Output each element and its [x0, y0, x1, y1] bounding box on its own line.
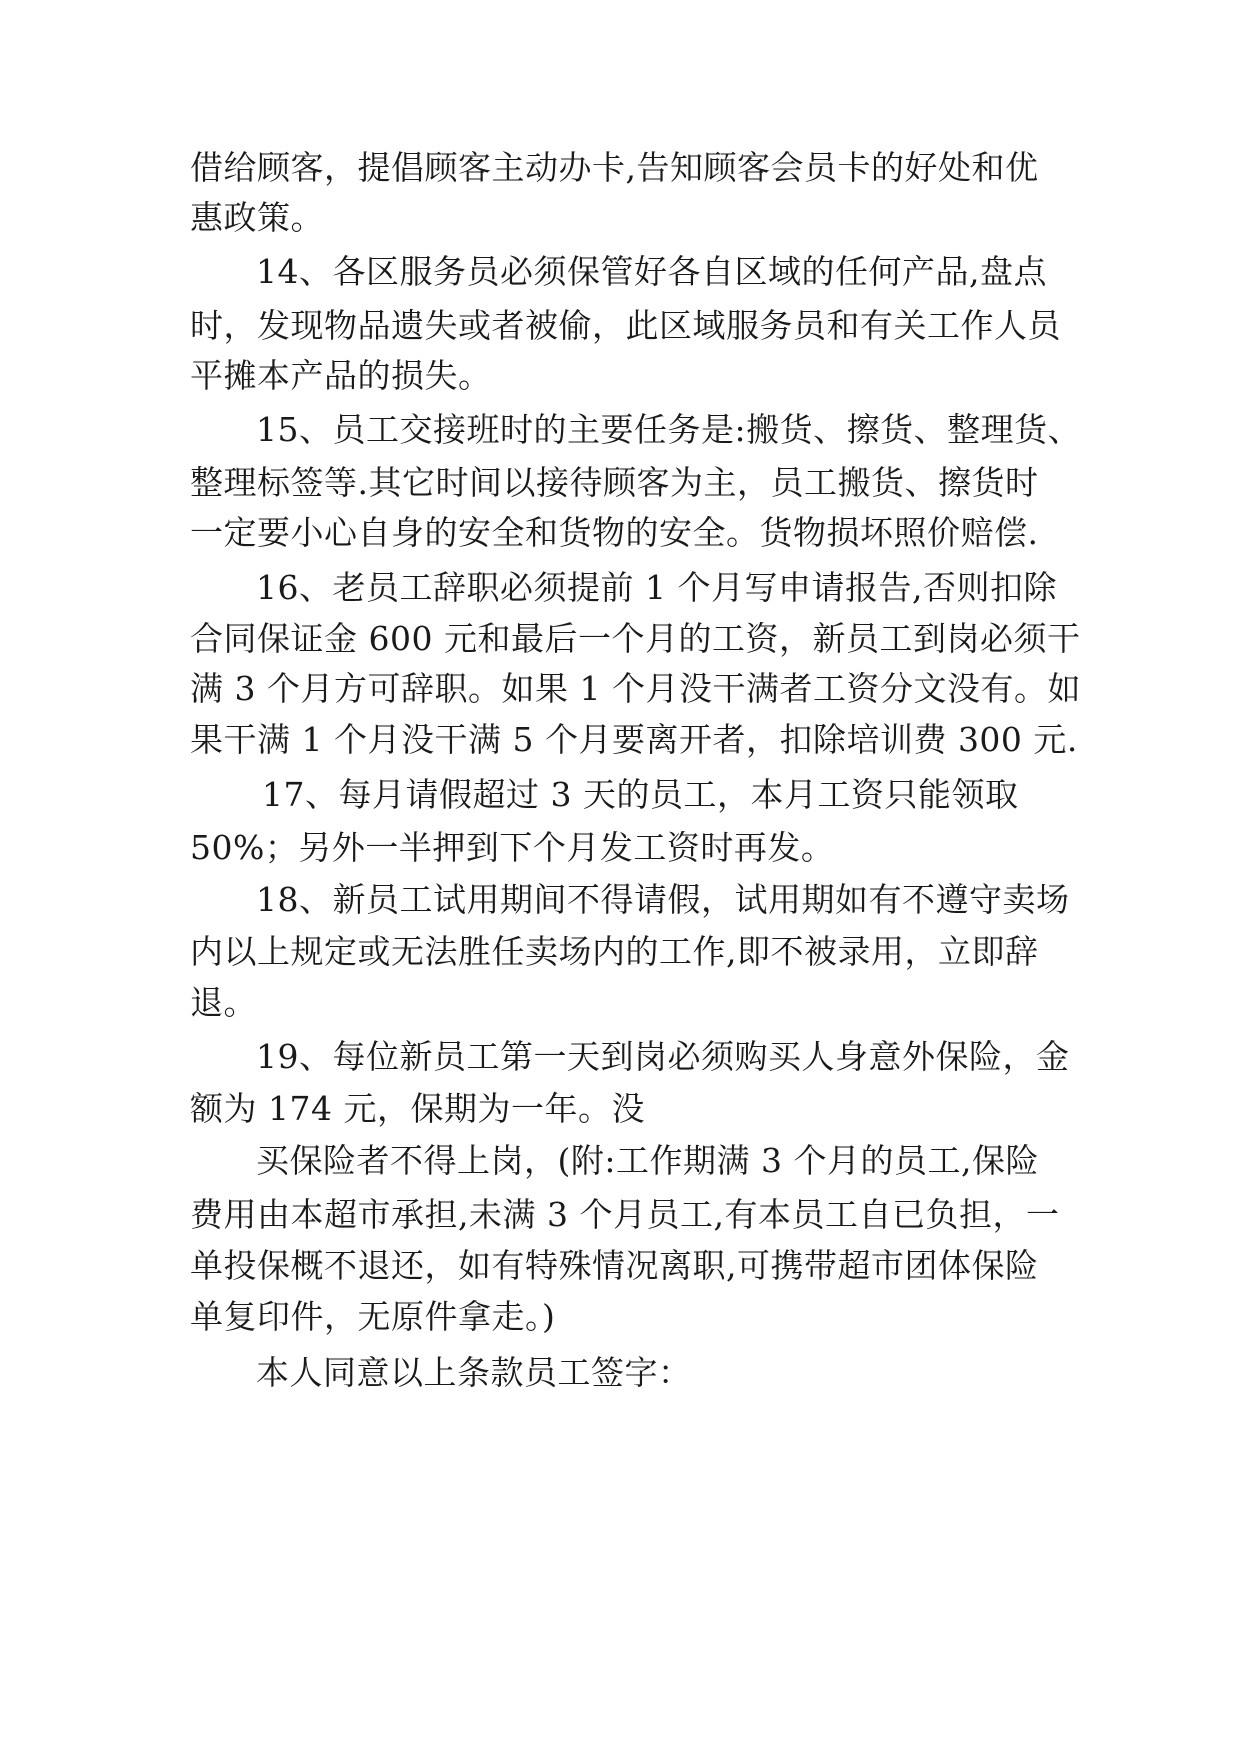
text-line: 平摊本产品的损失。 [190, 356, 492, 395]
text-line: 单投保概不退还，如有特殊情况离职,可携带超市团体保险 [190, 1246, 1039, 1285]
text-line: 50%；另外一半押到下个月发工资时再发。 [190, 828, 835, 867]
text-line: 单复印件，无原件拿走。) [190, 1297, 556, 1336]
text-line: 时，发现物品遗失或者被偷，此区域服务员和有关工作人员 [190, 306, 1061, 345]
text-line: 买保险者不得上岗，(附:工作期满 3 个月的员工,保险 [256, 1141, 1039, 1180]
text-line: 费用由本超市承担,未满 3 个月员工,有本员工自已负担，一 [190, 1195, 1060, 1234]
clause-18: 18、新员工试用期间不得请假，试用期如有不遵守卖场 [256, 880, 1070, 919]
text-line: 退。 [190, 983, 257, 1022]
text-line: 惠政策。 [190, 198, 324, 237]
text-line: 满 3 个月方可辞职。如果 1 个月没干满者工资分文没有。如 [190, 669, 1081, 708]
text-line: 合同保证金 600 元和最后一个月的工资，新员工到岗必须干 [190, 619, 1081, 658]
clause-14: 14、各区服务员必须保管好各自区域的任何产品,盘点 [256, 252, 1047, 291]
clause-15: 15、员工交接班时的主要任务是:搬货、擦货、整理货、 [256, 410, 1082, 449]
clause-19: 19、每位新员工第一天到岗必须购买人身意外保险，金 [256, 1037, 1070, 1076]
text-line: 整理标签等.其它时间以接待顾客为主，员工搬货、擦货时 [190, 463, 1039, 502]
clause-16: 16、老员工辞职必须提前 1 个月写申请报告,否则扣除 [256, 568, 1057, 607]
text-line: 借给顾客，提倡顾客主动办卡,告知顾客会员卡的好处和优 [190, 148, 1039, 187]
clause-17: 17、每月请假超过 3 天的员工，本月工资只能领取 [262, 775, 1019, 814]
signature-line: 本人同意以上条款员工签字： [256, 1353, 692, 1392]
text-line: 内以上规定或无法胜任卖场内的工作,即不被录用，立即辞 [190, 932, 1039, 971]
text-line: 一定要小心自身的安全和货物的安全。货物损坏照价赔偿. [190, 513, 1039, 552]
text-line: 额为 174 元，保期为一年。没 [190, 1089, 645, 1128]
text-line: 果干满 1 个月没干满 5 个月要离开者，扣除培训费 300 元. [190, 720, 1078, 759]
